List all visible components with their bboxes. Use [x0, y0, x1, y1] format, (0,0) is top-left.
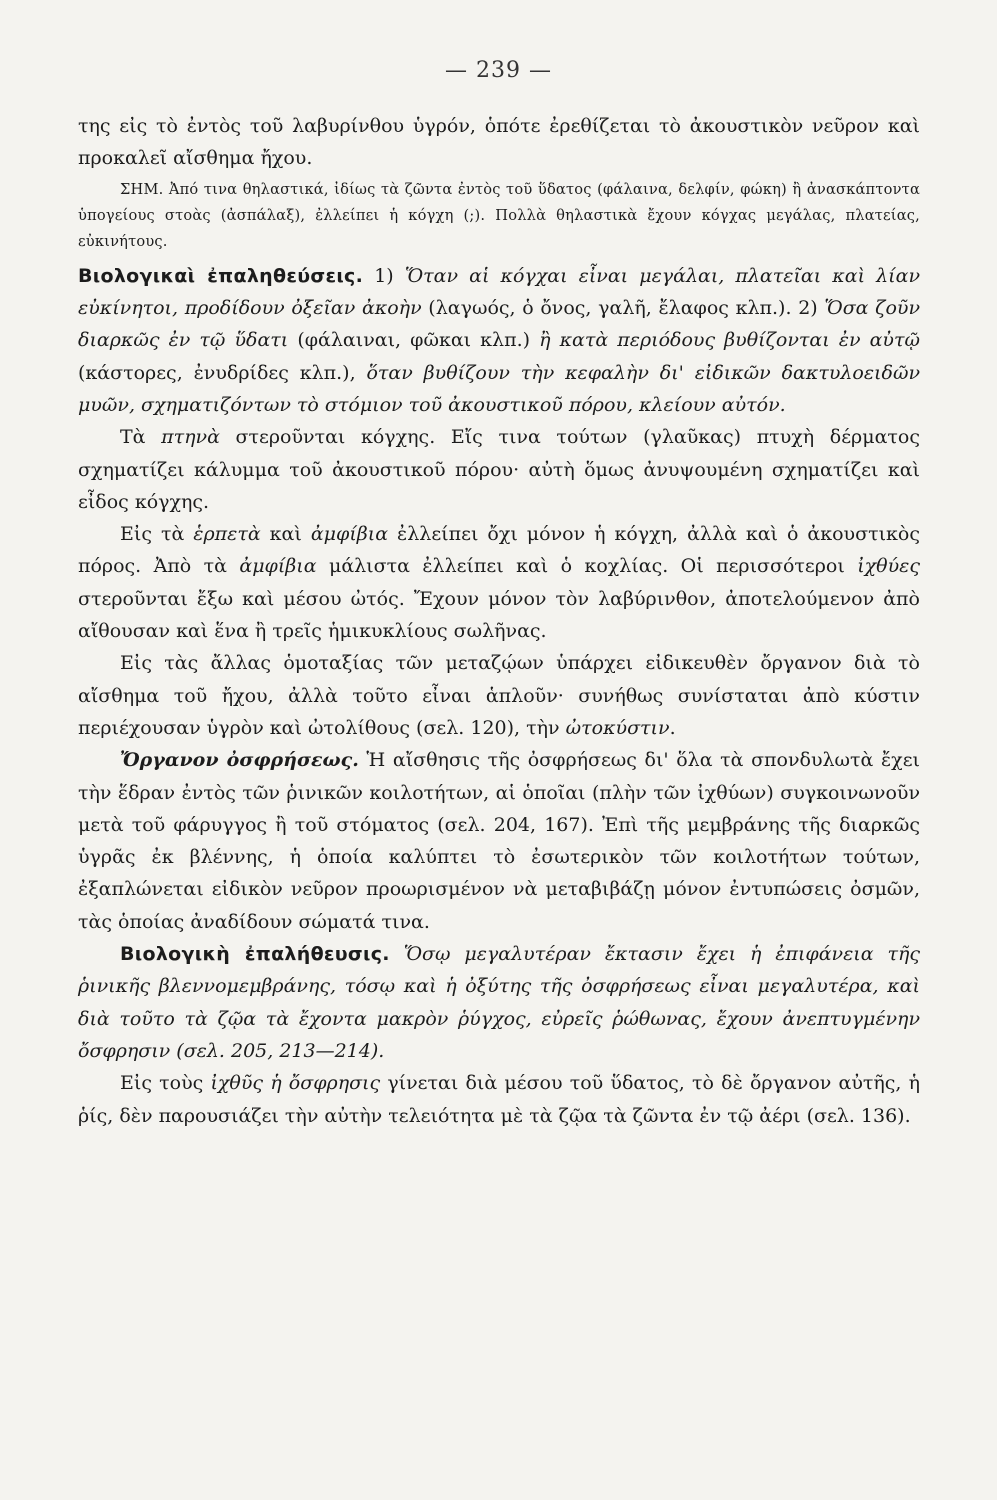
italic-run: Ὅσα ζοῦν διαρκῶς ἐν τῷ ὕδατι: [78, 297, 921, 352]
paragraph-organ-of-smell: [78, 744, 920, 938]
text-run: στεροῦνται κόγχης. Εἴς τινα τούτων (γλαῦκας) πτυχὴ δέρματος σχηματίζει κάλυμμα τοῦ ἀκουστικοῦ πόρου· αὐτὴ ὅμως ἀνυψουμένη σχηματίζει καὶ εἶδος κόγχης.: [78, 426, 920, 513]
text-run: μάλιστα ἐλλείπει καὶ ὁ κοχλίας. Οἱ περισσότεροι: [316, 555, 858, 578]
paragraph-biological-verification: [78, 938, 920, 1067]
text-run: Τὰ: [120, 426, 162, 449]
text-run: Ἡ αἴσθησις τῆς ὀσφρήσεως δι' ὅλα τὰ σπονδυλωτὰ ἔχει τὴν ἕδραν ἐντὸς τῶν ῥινικῶν κοιλοτήτων, αἱ ὁποῖαι (πλὴν τῶν ἰχθύων) συγκοινωνοῦν μετὰ τοῦ φάρυγγος ἢ τοῦ στόματος (σελ. 204, 167). Ἐπὶ τῆς μεμβράνης τῆς διαρκῶς ὑγρᾶς ἐκ βλέννης, ἡ ὁποία καλύπτει τὸ ἐσωτερικὸν τῶν κοιλοτήτων τούτων, ἐξαπλώνεται εἰδικὸν νεῦρον προωρισμένον νὰ μεταβιβάζῃ μόνον ἐντυπώσεις ὀσμῶν, τὰς ὁποίας ἀναδίδουν σώματά τινα.: [78, 749, 920, 933]
italic-run: Ὅταν αἱ κόγχαι εἶναι μεγάλαι, πλατεῖαι καὶ λίαν εὐκίνητοι, προδίδουν ὀξεῖαν ἀκοὴν: [78, 264, 920, 320]
italic-run: ὠτοκύστιν: [565, 716, 670, 739]
italic-run: πτηνὰ: [161, 426, 220, 449]
page-body: [78, 110, 920, 1132]
text-run: Εἰς τοὺς: [120, 1072, 211, 1095]
italic-run: ἀμφίβια: [310, 523, 389, 546]
section-heading-biological-verifications: Βιολογικαὶ ἐπαληθεύσεις.: [78, 264, 364, 287]
text-run: (κάστορες, ἐνυδρίδες κλπ.),: [78, 361, 367, 384]
section-heading-biological-verification: Βιολογικὴ ἐπαλήθευσις.: [120, 943, 390, 966]
text-run: γίνεται διὰ μέσου τοῦ ὕδατος, τὸ δὲ ὄργανον αὐτῆς, ἡ ῥίς, δὲν παρουσιάζει τὴν αὐτὴν τελειότητα μὲ τὰ ζῷα τὰ ζῶντα ἐν τῷ ἀέρι (σελ. 136).: [78, 1072, 921, 1127]
italic-run: ἰχθῦς: [210, 1072, 264, 1095]
paragraph-fishes: [78, 1067, 920, 1132]
text-run: 1): [363, 264, 405, 287]
page-number: — 239 —: [445, 58, 552, 83]
italic-run: ὅταν βυθίζουν τὴν κεφαλὴν δι' εἰδικῶν δακτυλοειδῶν μυῶν, σχηματιζόντων τὸ στόμιον τοῦ ἀκουστικοῦ πόρου, κλείουν αὐτόν.: [78, 361, 920, 416]
paragraph-reptiles: [78, 518, 920, 647]
text-run: καὶ: [260, 523, 311, 546]
text-run: Εἰς τὰ: [120, 523, 194, 546]
text-run: (λαγωός, ὁ ὄνος, γαλῆ, ἔλαφος κλπ.).: [421, 297, 799, 320]
paragraph-other-classes: [78, 647, 920, 744]
text-run: Εἰς τὰς ἄλλας ὁμοταξίας τῶν μεταζῴων ὑπάρχει εἰδικευθὲν ὄργανον διὰ τὸ αἴσθημα τοῦ ἤχου, ἀλλὰ τοῦτο εἶναι ἁπλοῦν· συνήθως συνίσταται ἀπὸ κύστιν περιέχουσαν ὑγρὸν καὶ ὠτολίθους (σελ. 120), τὴν: [78, 652, 920, 739]
paragraph-continued: της εἰς τὸ ἐντὸς τοῦ λαβυρίνθου ὑγρόν, ὁπότε ἐρεθίζεται τὸ ἀκουστικὸν νεῦρον καὶ προκαλεῖ αἴσθημα ἤχου.: [78, 115, 920, 170]
paragraph-birds: [78, 421, 920, 518]
paragraph-biological-verifications: [78, 260, 920, 421]
text-run: .: [669, 716, 676, 739]
italic-run: ἀμφίβια: [239, 555, 317, 578]
section-heading-organ-of-smell: Ὄργανον ὀσφρήσεως.: [120, 749, 359, 772]
text-run: 2): [798, 297, 825, 320]
italic-run: ἰχθύες: [857, 555, 921, 578]
italic-run: ἢ κατὰ περιόδους βυθίζονται ἐν αὐτῷ: [539, 329, 920, 352]
italic-run: Ὅσῳ μεγαλυτέραν ἔκτασιν ἔχει ἡ ἐπιφάνεια τῆς ῥινικῆς βλεννομεμβράνης, τόσῳ καὶ ἡ ὀξύτης τῆς ὀσφρήσεως εἶναι μεγαλυτέρα, καὶ διὰ τοῦτο τὰ ζῷα τὰ ἔχοντα μακρὸν ῥύγχος, εὐρεῖς ῥώθωνας, ἔχουν ἀνεπτυγμένην ὄσφρησιν (σελ. 205, 213—214).: [78, 943, 920, 1062]
text-run: ἐλλείπει ὄχι μόνον ἡ κόγχη, ἀλλὰ καὶ ὁ ἀκουστικὸς πόρος. Ἀπὸ τὰ: [78, 523, 920, 578]
text-run: (φάλαιναι, φῶκαι κλπ.): [288, 329, 540, 352]
footnote-remark: ΣΗΜ. Ἀπό τινα θηλαστικά, ἰδίως τὰ ζῶντα ἐντὸς τοῦ ὕδατος (φάλαινα, δελφίν, φώκη) ἢ ἀνασκάπτοντα ὑπογείους στοὰς (ἀσπάλαξ), ἐλλείπει ἡ κόγχη (;). Πολλὰ θηλαστικὰ ἔχουν κόγχας μεγάλας, πλατείας, εὐκινήτους.: [78, 180, 920, 251]
italic-run: ἡ ὄσφρησις: [270, 1072, 381, 1095]
italic-run: ἑρπετὰ: [193, 523, 261, 546]
text-run: στεροῦνται ἔξω καὶ μέσου ὠτός. Ἔχουν μόνον τὸν λαβύρινθον, ἀποτελούμενον ἀπὸ αἴθουσαν καὶ ἕνα ἢ τρεῖς ἡμικυκλίους σωλῆνας.: [78, 587, 920, 643]
